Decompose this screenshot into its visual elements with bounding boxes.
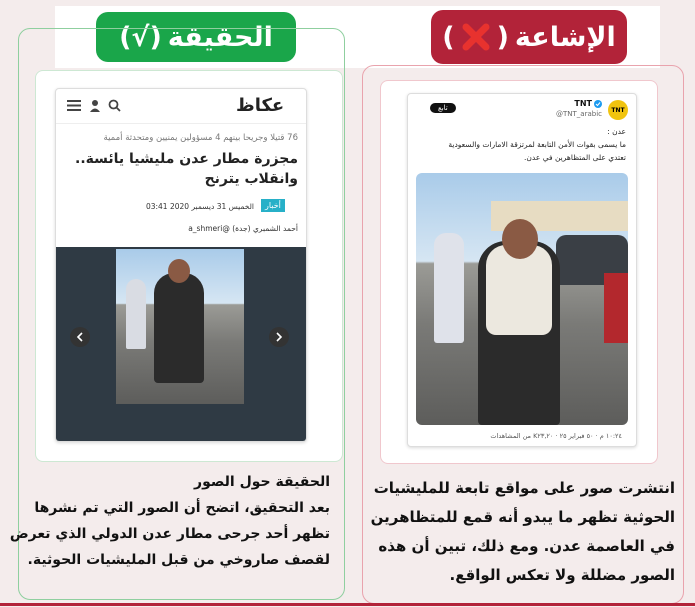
okaz-navbar	[56, 89, 306, 124]
verified-icon	[594, 100, 602, 108]
category-badge[interactable]: أخبار	[261, 199, 285, 212]
photo-slider	[56, 247, 306, 441]
follow-button[interactable]: تابع	[430, 103, 456, 113]
chevron-left-icon	[76, 332, 84, 342]
truth-line1: بعد التحقيق، اتضح أن الصور التي تم نشرها	[34, 500, 330, 516]
article-date: الخميس 31 ديسمبر 2020 03:41	[145, 202, 254, 211]
truth-title: الحقيقة حول الصور	[194, 474, 330, 490]
account-name-line[interactable]	[574, 99, 602, 108]
figure-background-man	[126, 279, 146, 349]
rumor-badge: الإشاعة ( )	[431, 10, 627, 64]
tweet-text-line2: ما يسمى بقوات الأمن التابعة لمرتزقة الامارات والسعودية	[448, 140, 626, 149]
tweet-screenshot	[407, 93, 637, 447]
x-mark-icon	[461, 22, 491, 52]
okaz-logo[interactable]: عكاظ	[236, 95, 285, 116]
slider-prev-button[interactable]	[70, 327, 90, 347]
chevron-right-icon	[275, 332, 283, 342]
headline-top: 76 قتيلا وجريحا بينهم 4 مسؤولين يمنيين ومتحدثة أممية	[103, 133, 298, 143]
injured-man-photo	[116, 249, 244, 404]
rumor-line2: الحوثية تظهر ما يبدو أنه قمع للمتظاهرين	[370, 508, 675, 526]
rumor-line4: الصور مضللة ولا تعكس الواقع.	[449, 566, 675, 584]
rumor-label: الإشاعة	[514, 21, 616, 53]
tweet-text-line1: عدن :	[607, 127, 626, 136]
figure-background-man	[434, 233, 464, 343]
tweet-text-line3: تعتدي على المتظاهرين في عدن.	[524, 153, 626, 162]
author-line[interactable]	[148, 224, 298, 233]
headline-line2[interactable]: وانقلاب يترنح	[204, 171, 298, 187]
account-handle: @TNT_arabic	[556, 110, 602, 118]
figure-head	[168, 259, 190, 283]
figure-injured-man	[154, 273, 204, 383]
bottom-divider	[0, 603, 695, 606]
check-icon: (√)	[119, 21, 162, 53]
headline-line1[interactable]: مجزرة مطار عدن مليشيا يائسة..	[75, 151, 298, 167]
menu-icon[interactable]	[67, 100, 81, 111]
search-icon[interactable]	[108, 99, 121, 112]
okaz-article-screenshot	[55, 88, 307, 442]
user-icon[interactable]	[89, 99, 101, 112]
account-name: TNT	[574, 99, 592, 108]
tweet-photo[interactable]	[416, 173, 628, 425]
truth-line3: لقصف صاروخي من قبل المليشيات الحوثية.	[27, 552, 330, 568]
author-handle: @a_shmeri	[188, 224, 230, 233]
figure-head	[502, 219, 538, 259]
truth-line2: تظهر أحد جرحى مطار عدن الدولي الذي تعرض	[9, 526, 330, 542]
red-car	[604, 273, 628, 343]
tnt-avatar[interactable]: TNT	[608, 100, 628, 120]
rumor-line3: في العاصمة عدن. ومع ذلك، تبين أن هذه	[378, 537, 675, 555]
rumor-line1: انتشرت صور على مواقع تابعة للمليشيات	[373, 479, 675, 497]
slider-next-button[interactable]	[269, 327, 289, 347]
truth-label: الحقيقة	[167, 21, 273, 53]
author-name: أحمد الشمبري (جدة)	[232, 224, 298, 233]
tweet-footer: ١٠:٢٤ م · ٥٠ فبراير ٢٥ · K٢٣,٢٠ من المشاهدات	[490, 432, 622, 440]
